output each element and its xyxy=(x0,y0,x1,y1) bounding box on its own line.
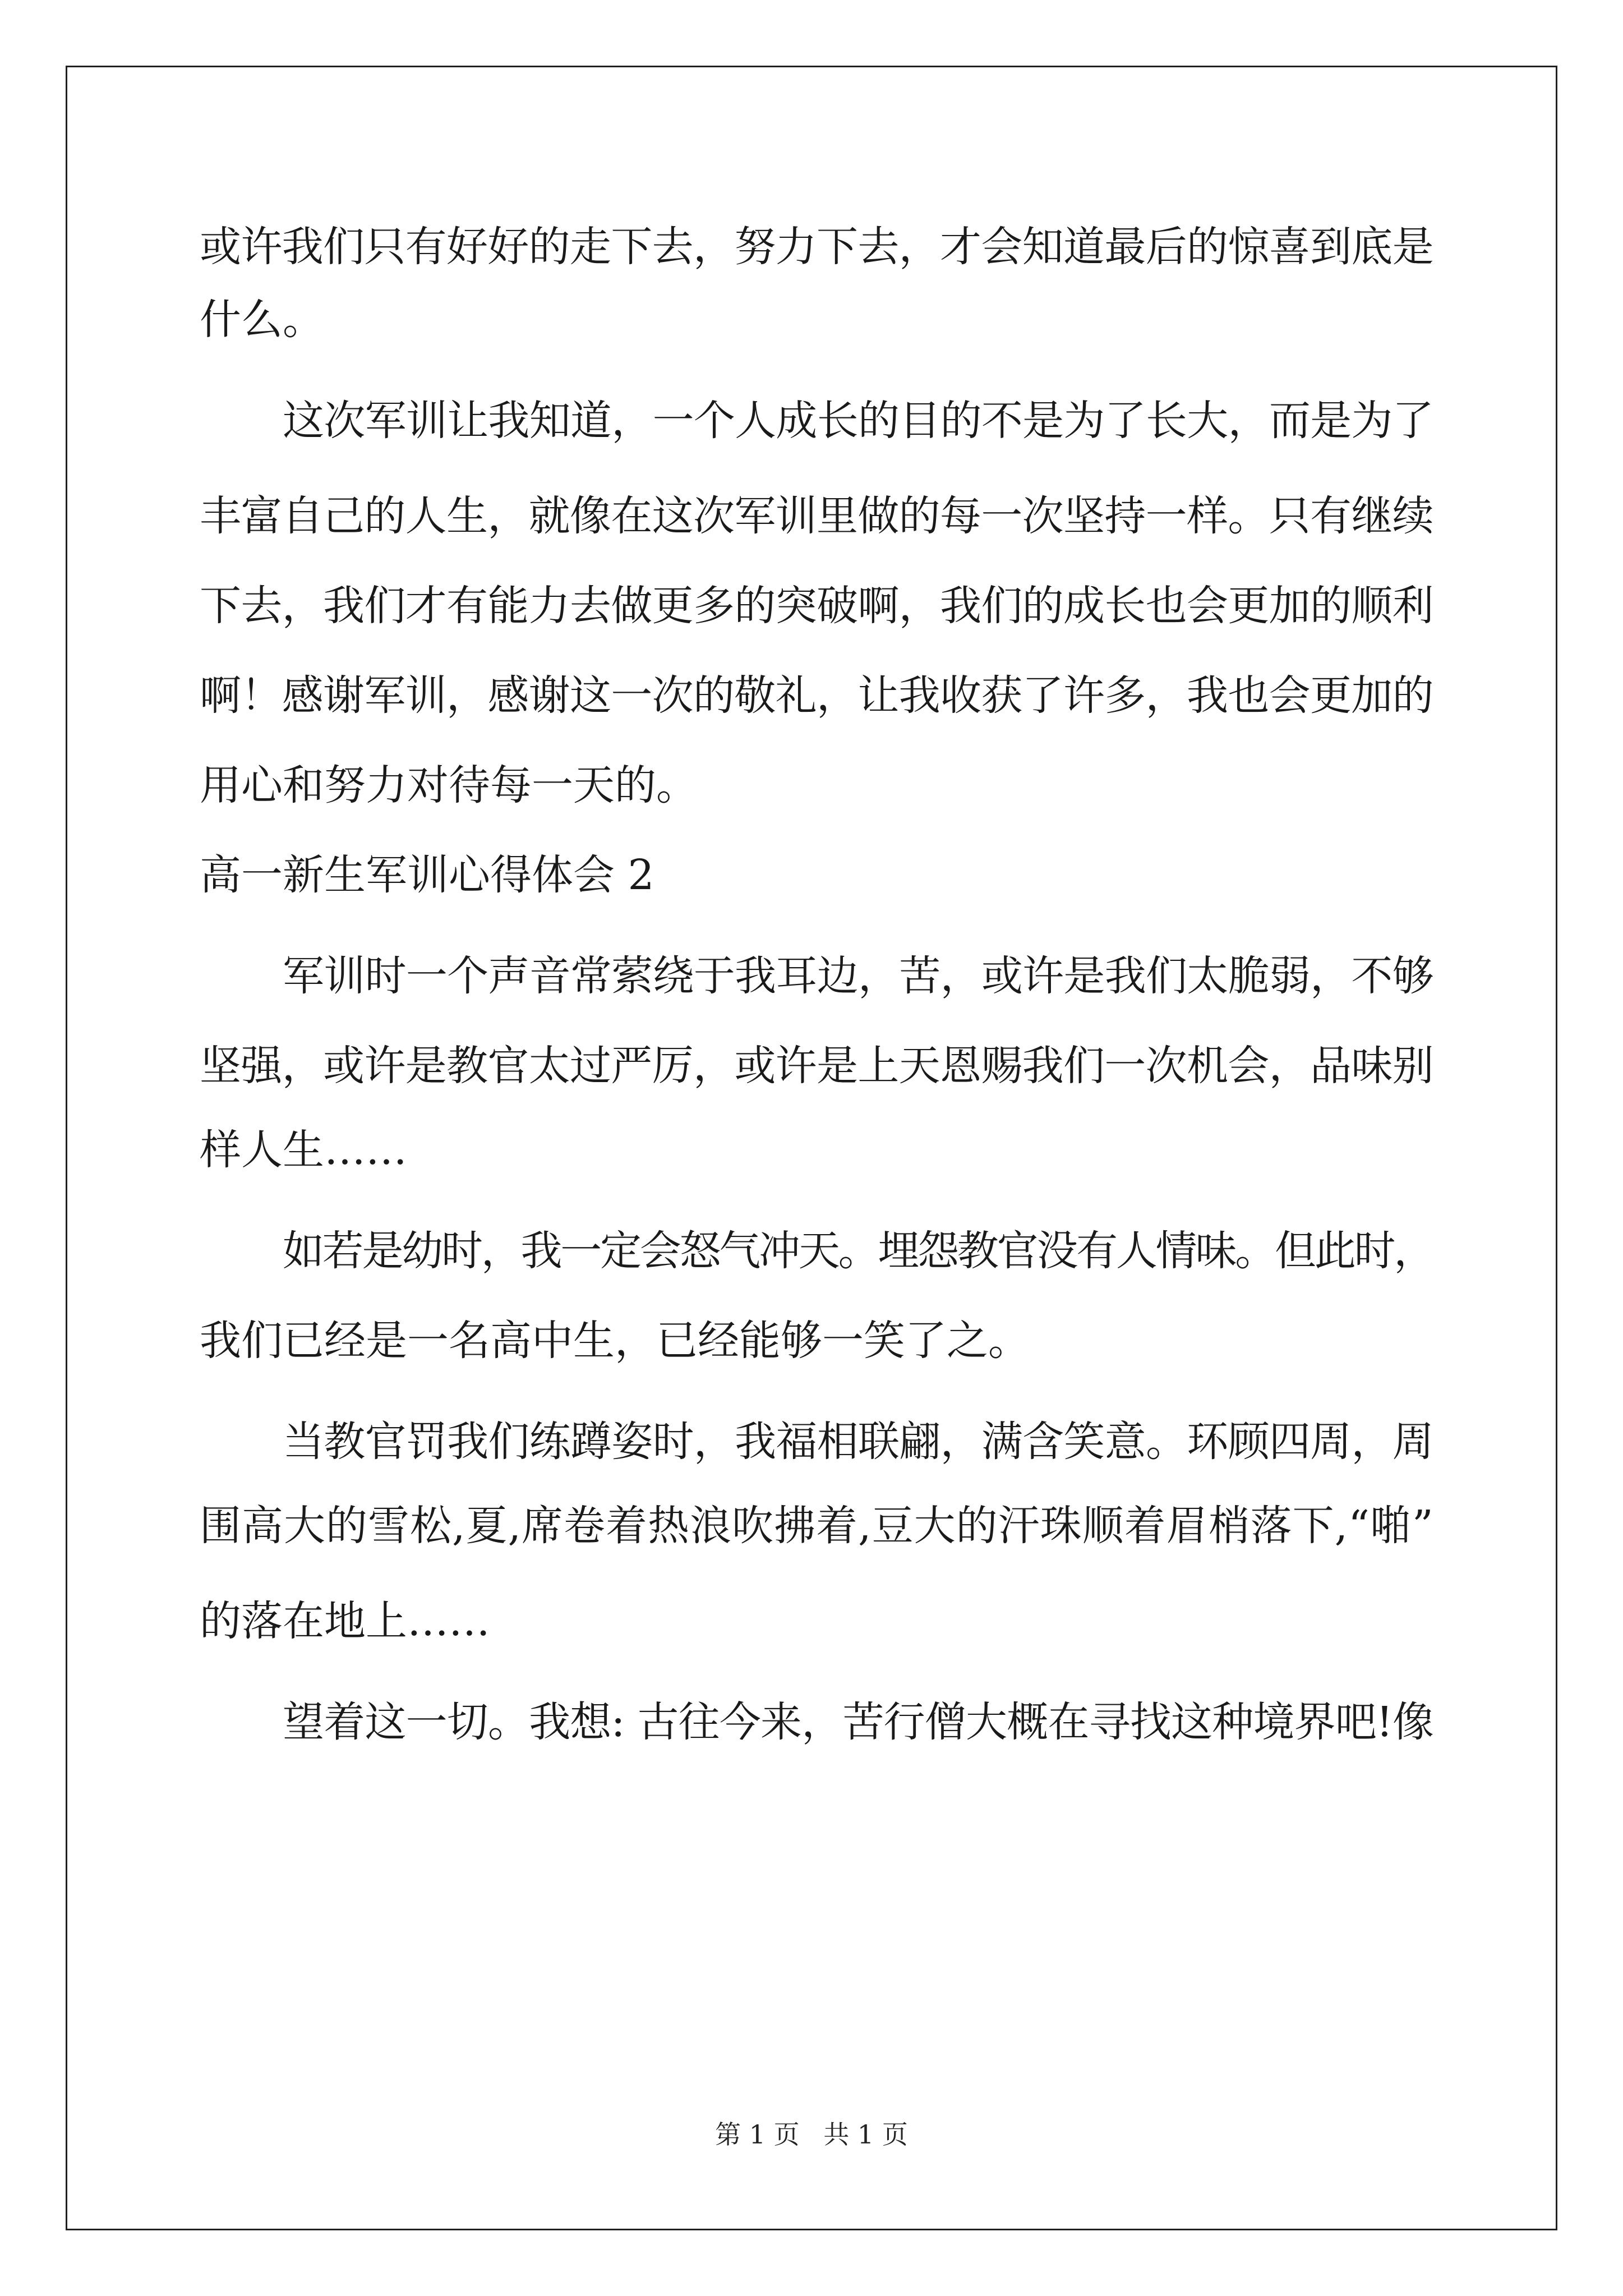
text-line: 坚强，或许是教官太过严厉，或许是上天恩赐我们一次机会，品味别 xyxy=(200,1042,1433,1090)
section-heading: 高一新生军训心得体会 2 xyxy=(200,851,654,899)
text-line: 样人生…… xyxy=(200,1126,407,1174)
text-line: 的落在地上…… xyxy=(200,1597,490,1645)
text-line: 如若是幼时，我一定会怒气冲天。埋怨教官没有人情味。但此时， xyxy=(283,1227,1433,1275)
page-number: 第 1 页 xyxy=(715,2119,800,2150)
text-line: 什么。 xyxy=(200,296,324,344)
text-line: 望着这一切。我想: 古往今来，苦行僧大概在寻找这种境界吧!像 xyxy=(283,1698,1434,1746)
text-line: 当教官罚我们练蹲姿时，我福相联翩，满含笑意。环顾四周，周 xyxy=(283,1418,1433,1466)
text-line: 这次军训让我知道，一个人成长的目的不是为了长大，而是为了 xyxy=(283,397,1433,445)
page-footer xyxy=(0,2118,1623,2151)
text-line: 围高大的雪松,夏,席卷着热浪吹拂着,豆大的汗珠顺着眉梢落下,“啪” xyxy=(200,1502,1434,1550)
text-line: 或许我们只有好好的走下去，努力下去，才会知道最后的惊喜到底是 xyxy=(200,223,1433,271)
page-total: 共 1 页 xyxy=(823,2119,908,2150)
text-line: 丰富自己的人生，就像在这次军训里做的每一次坚持一样。只有继续 xyxy=(200,492,1433,540)
text-line: 我们已经是一名高中生，已经能够一笑了之。 xyxy=(200,1317,1030,1365)
text-line: 军训时一个声音常萦绕于我耳边，苦，或许是我们太脆弱，不够 xyxy=(283,952,1433,1000)
text-line: 啊！感谢军训，感谢这一次的敬礼，让我收获了许多，我也会更加的 xyxy=(200,671,1433,720)
text-line: 下去，我们才有能力去做更多的突破啊，我们的成长也会更加的顺利 xyxy=(200,582,1433,630)
text-line: 用心和努力对待每一天的。 xyxy=(200,761,698,809)
